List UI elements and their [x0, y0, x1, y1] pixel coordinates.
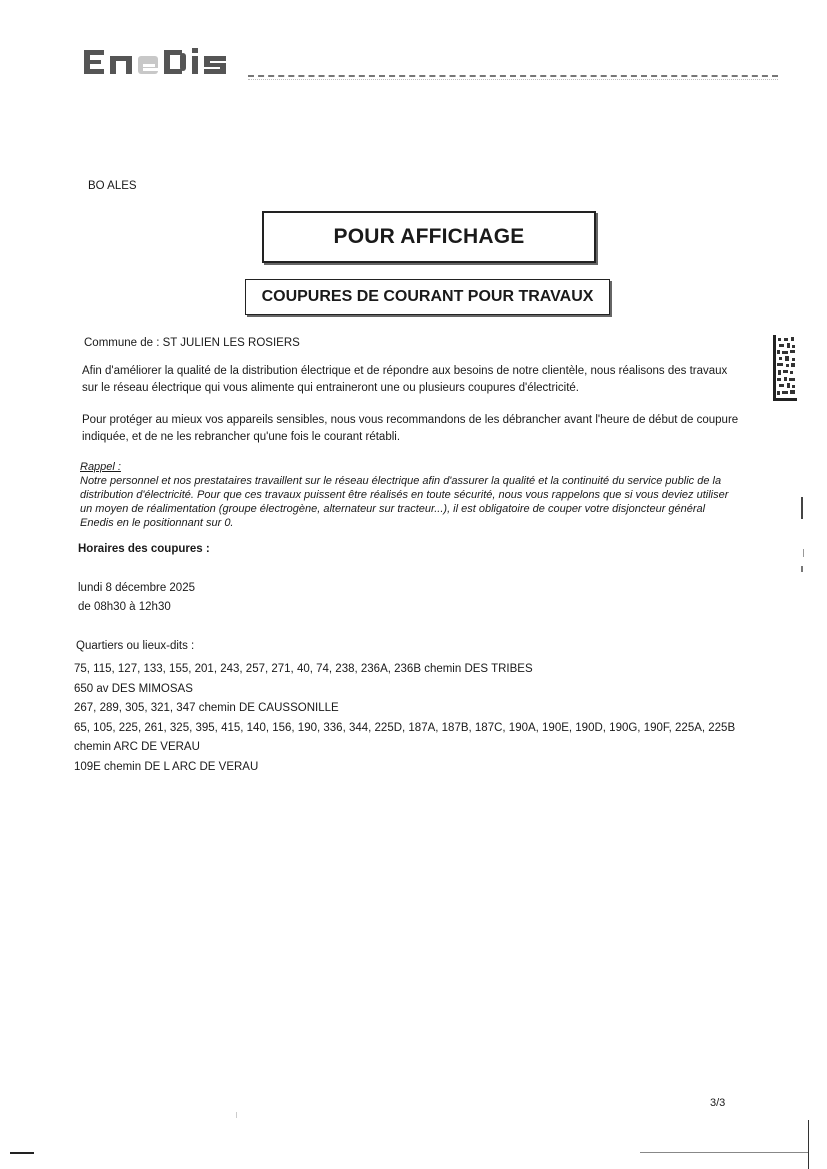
datamatrix-icon [773, 335, 797, 401]
rappel-label: Rappel : [80, 461, 121, 473]
enedis-logo [82, 44, 242, 80]
title-sub-box [245, 279, 610, 315]
scan-edge-mark [808, 1120, 809, 1169]
enedis-logo-mark [82, 44, 242, 80]
outage-date: lundi 8 décembre 2025 [78, 582, 195, 594]
list-item: 75, 115, 127, 133, 155, 201, 243, 257, 271, 40, 74, 238, 236A, 236B chemin DES TRIBES [74, 663, 533, 675]
list-item: 65, 105, 225, 261, 325, 395, 415, 140, 156, 190, 336, 344, 225D, 187A, 187B, 187C, 190A, 190E, 190D, 190G, 190F, 225A, 225B [74, 721, 736, 734]
scan-edge-mark [10, 1152, 34, 1154]
title-sub: COUPURES DE COURANT POUR TRAVAUX [261, 288, 594, 305]
rappel-block [80, 460, 740, 530]
horaires-title: Horaires des coupures : [78, 543, 210, 555]
page-number: 3/3 [710, 1097, 726, 1109]
header-dotted-rule [248, 79, 778, 80]
scan-mark [236, 1112, 237, 1118]
scan-mark [803, 549, 804, 557]
title-main: POUR AFFICHAGE [333, 225, 525, 248]
protection-paragraph: Pour protéger au mieux vos appareils sensibles, nous vous recommandons de les débrancher avant l'heure de début de coupure indiquée, et de ne les rebrancher qu'une fois le courant rétabli. [82, 414, 739, 443]
scan-edge-mark [640, 1152, 808, 1153]
list-item: 267, 289, 305, 321, 347 chemin DE CAUSSONILLE [74, 702, 339, 714]
datamatrix-code [773, 335, 797, 401]
header-rule [248, 75, 778, 77]
site-label: BO ALES [88, 180, 137, 192]
rappel-text: Notre personnel et nos prestataires travaillent sur le réseau électrique afin d'assurer la qualité et la continuité du service public de la distribution d'électricité. Pour que ces travaux puissent être réalisés en toute sécurité, nous vous rappelons que si vous deviez utiliser un moyen de réalimentation (groupe électrogène, alternateur sur tracteur...), il est obligatoire de couper votre disjoncteur général Enedis en le positionnant sur 0. [80, 475, 729, 529]
list-item: 109E chemin DE L ARC DE VERAU [74, 760, 259, 773]
scan-mark [801, 497, 803, 519]
title-main-box [262, 211, 596, 263]
scan-mark [801, 566, 803, 572]
intro-paragraph: Afin d'améliorer la qualité de la distribution électrique et de répondre aux besoins de notre clientèle, nous réalisons des travaux sur le réseau électrique qui vous alimente qui entraineront une ou plusieurs coupures d'électricité. [82, 365, 728, 394]
list-item: chemin ARC DE VERAU [74, 741, 200, 753]
commune-line: Commune de : ST JULIEN LES ROSIERS [84, 337, 300, 349]
quartiers-title: Quartiers ou lieux-dits : [76, 640, 195, 652]
quartiers-list [74, 660, 774, 777]
outage-time: de 08h30 à 12h30 [78, 601, 171, 613]
list-item: 650 av DES MIMOSAS [74, 682, 193, 695]
